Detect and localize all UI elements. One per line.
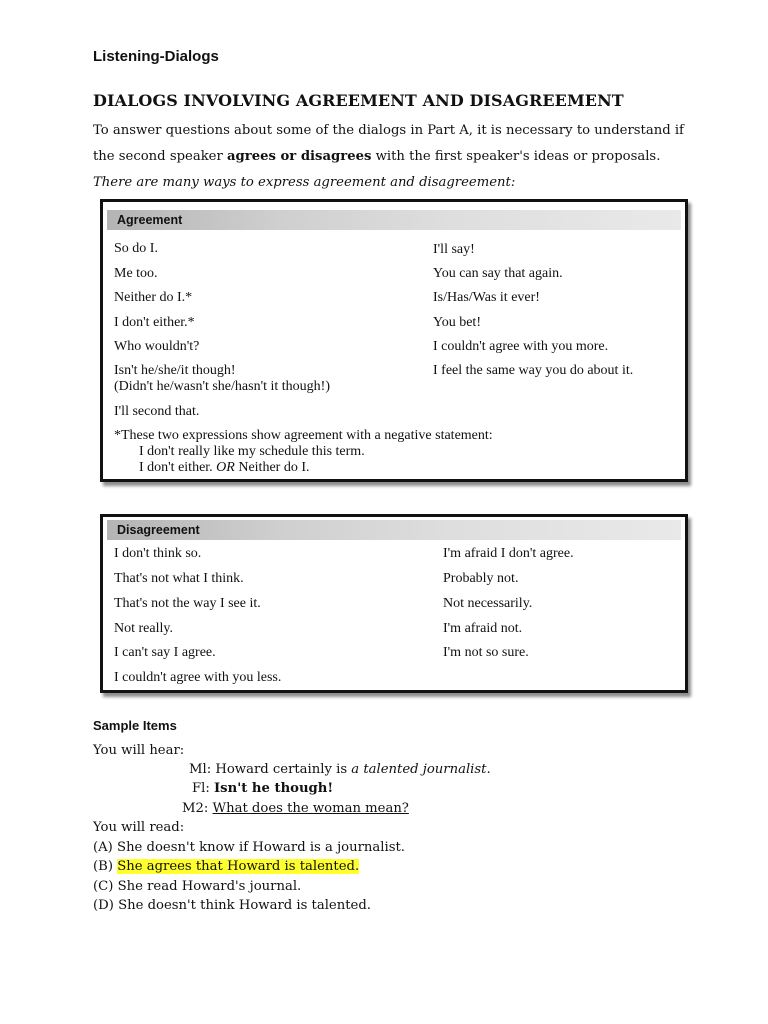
answer-option	[93, 859, 359, 874]
agreement-left-item: Who wouldn't?	[114, 339, 200, 354]
agreement-right-item: I'll say!	[433, 242, 475, 257]
agreement-note-example-2	[139, 460, 310, 476]
answer-option	[93, 898, 371, 913]
option-letter: (C)	[93, 879, 114, 894]
agreement-right-item: I couldn't agree with you more.	[433, 339, 609, 354]
agreement-box	[100, 199, 688, 482]
disagreement-left-item: I couldn't agree with you less.	[114, 670, 282, 685]
intro-line-3: There are many ways to express agreement and disagreement:	[93, 175, 516, 190]
you-will-read-label: You will read:	[93, 820, 185, 835]
agreement-left-item: I'll second that.	[114, 404, 200, 419]
disagreement-right-item: I'm afraid not.	[443, 621, 523, 636]
f1-text: Isn't he though!	[214, 781, 334, 796]
agreement-right-item: You can say that again.	[433, 266, 563, 281]
agreement-left-item: Me too.	[114, 266, 158, 281]
agreement-left-item: (Didn't he/wasn't she/hasn't it though!)	[114, 379, 330, 394]
section-title: DIALOGS INVOLVING AGREEMENT AND DISAGREEMENT	[93, 91, 624, 110]
intro-line-2-bold: agrees or disagrees	[226, 149, 372, 164]
intro-line-1: To answer questions about some of the dialogs in Part A, it is necessary to understand if	[93, 123, 684, 138]
m1-label: Ml:	[189, 762, 216, 777]
disagreement-left-item: That's not the way I see it.	[114, 596, 261, 611]
disagreement-right-item: Probably not.	[443, 571, 519, 586]
agreement-left-item: Neither do I.*	[114, 290, 193, 305]
disagreement-right-item: I'm afraid I don't agree.	[443, 546, 574, 561]
agreement-right-item: You bet!	[433, 315, 481, 330]
you-will-hear-label: You will hear:	[93, 743, 185, 758]
agreement-note-example-1: I don't really like my schedule this term.	[139, 444, 365, 459]
option-text-highlighted: She agrees that Howard is talented.	[117, 859, 360, 874]
m1-italic: a talented journalist	[351, 762, 487, 777]
note-ex2-or: OR	[216, 460, 235, 475]
agreement-header: Agreement	[107, 210, 681, 230]
disagreement-header: Disagreement	[107, 520, 681, 540]
option-letter: (A)	[93, 840, 113, 855]
option-letter: (B)	[93, 859, 113, 874]
dialog-line-m2	[182, 801, 409, 816]
disagreement-right-item: Not necessarily.	[443, 596, 533, 611]
option-letter: (D)	[93, 898, 114, 913]
disagreement-left-item: I don't think so.	[114, 546, 202, 561]
m1-end: .	[486, 762, 491, 777]
answer-option	[93, 879, 301, 894]
agreement-left-item: I don't either.*	[114, 315, 195, 330]
note-ex2-a: I don't either.	[139, 460, 213, 475]
m2-text: What does the woman mean?	[212, 801, 409, 816]
option-text: She doesn't think Howard is talented.	[118, 898, 371, 913]
m1-text: Howard certainly is	[215, 762, 352, 777]
intro-line-2	[93, 149, 660, 164]
answer-option	[93, 840, 405, 855]
note-ex2-b: Neither do I.	[238, 460, 310, 475]
option-text: She doesn't know if Howard is a journalist.	[117, 840, 405, 855]
page-heading: Listening-Dialogs	[93, 48, 219, 65]
agreement-right-item: I feel the same way you do about it.	[433, 363, 634, 378]
agreement-note: *These two expressions show agreement with a negative statement:	[114, 428, 493, 443]
disagreement-left-item: That's not what I think.	[114, 571, 244, 586]
dialog-line-m1	[189, 762, 491, 777]
agreement-left-item: Isn't he/she/it though!	[114, 363, 236, 378]
intro-line-2-post: with the first speaker's ideas or proposals.	[371, 149, 661, 164]
intro-line-2-pre: the second speaker	[93, 149, 227, 164]
disagreement-box	[100, 514, 688, 693]
m2-label: M2:	[182, 801, 213, 816]
disagreement-left-item: Not really.	[114, 621, 173, 636]
agreement-right-item: Is/Has/Was it ever!	[433, 290, 540, 305]
f1-label: Fl:	[192, 781, 215, 796]
agreement-left-item: So do I.	[114, 241, 158, 256]
disagreement-right-item: I'm not so sure.	[443, 645, 529, 660]
option-text: She read Howard's journal.	[117, 879, 302, 894]
dialog-line-f1	[192, 781, 333, 796]
disagreement-left-item: I can't say I agree.	[114, 645, 216, 660]
sample-items-heading: Sample Items	[93, 718, 177, 733]
